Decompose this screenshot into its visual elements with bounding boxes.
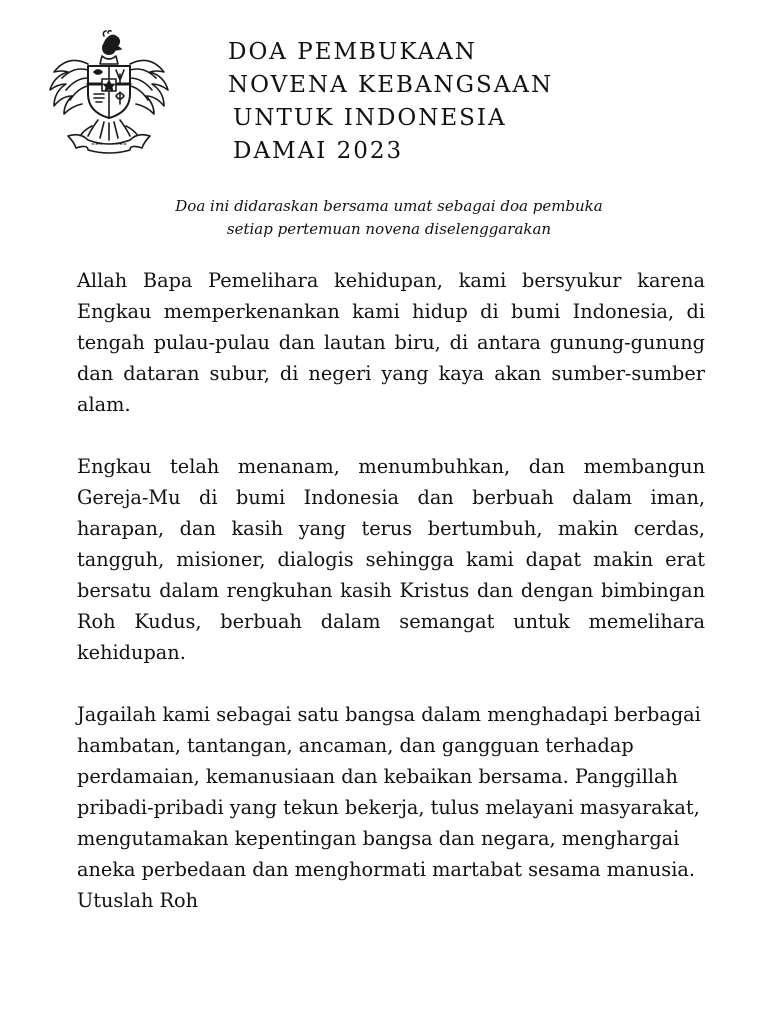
prayer-body [77,265,705,916]
garuda-pancasila-emblem-icon [44,30,174,158]
paragraph-1: Allah Bapa Pemelihara kehidupan, kami bersyukur karena Engkau memperkenankan kami hidup di bumi Indonesia, di tengah pulau-pulau dan lautan biru, di antara gunung-gunung dan dataran subur, di negeri yang kaya akan sumber-sumber alam. [77,269,705,416]
document-title [228,36,553,168]
subtitle-note [0,195,768,241]
subtitle-line-2: setiap pertemuan novena diselenggarakan [226,220,552,238]
title-line-3: UNTUK INDONESIA [233,105,507,131]
title-line-4: DAMAI 2023 [233,138,404,164]
subtitle-line-1: Doa ini didaraskan bersama umat sebagai doa pembuka [175,197,603,215]
paragraph-3: Jagailah kami sebagai satu bangsa dalam menghadapi berbagai hambatan, tantangan, ancaman, dan gangguan terhadap perdamaian, kemanusiaan dan kebaikan bersama. Panggillah pribadi-pribadi yang tekun bekerja, tulus melayani masyarakat, mengutamakan kepentingan bangsa dan negara, menghargai aneka perbedaan dan menghormati martabat sesama manusia. Utuslah Roh [77,703,701,912]
title-line-1: DOA PEMBUKAAN [228,39,477,65]
title-line-2: NOVENA KEBANGSAAN [228,72,554,98]
paragraph-2: Engkau telah menanam, menumbuhkan, dan membangun Gereja-Mu di bumi Indonesia dan berbuah dalam iman, harapan, dan kasih yang terus bertumbuh, makin cerdas, tangguh, misioner, dialogis sehingga kami dapat makin erat bersatu dalam rengkuhan kasih Kristus dan dengan bimbingan Roh Kudus, berbuah dalam semangat untuk memelihara kehidupan. [77,455,705,664]
